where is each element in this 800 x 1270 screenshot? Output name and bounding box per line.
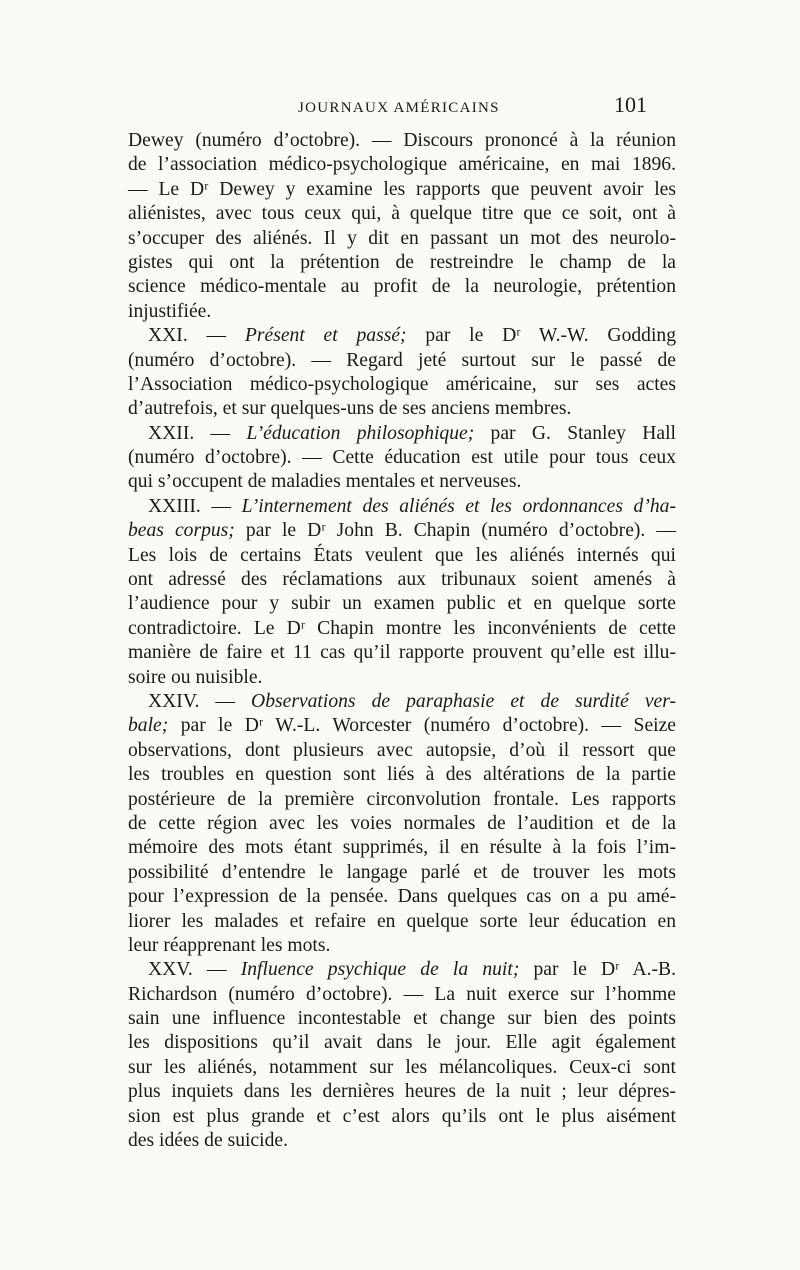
line-text: ont adressé des réclamations aux tribunaux soient amenés à: [128, 569, 676, 591]
line-text: soire ou nuisible.: [128, 666, 263, 688]
line-text: — Le Dʳ Dewey y examine les rapports que peuvent avoir les: [128, 178, 676, 200]
line-title-italic: L’internement des aliénés et les ordonnances d’ha-: [241, 495, 676, 517]
text-line: [128, 251, 676, 275]
line-text: Richardson (numéro d’octobre). — La nuit exerce sur l’homme: [128, 983, 676, 1005]
running-title: JOURNAUX AMÉRICAINS: [298, 100, 500, 116]
line-text-after: par le Dʳ W.-W. Godding: [406, 325, 676, 347]
page-number: 101: [614, 92, 647, 117]
text-line: [128, 666, 676, 690]
line-text: sion est plus grande et c’est alors qu’ils ont le plus aisément: [128, 1105, 676, 1127]
page-header: [0, 92, 800, 122]
line-text: pour l’expression de la pensée. Dans quelques cas on a pu amé-: [128, 886, 676, 908]
text-line: [128, 812, 676, 836]
line-text: observations, dont plusieurs avec autopsie, d’où il ressort que: [128, 739, 676, 761]
line-text-after: par le Dʳ A.-B.: [519, 959, 676, 981]
line-text: gistes qui ont la prétention de restreindre le champ de la: [128, 251, 676, 273]
text-line: [128, 422, 676, 446]
text-line: [128, 470, 676, 494]
text-line: [128, 275, 676, 299]
line-text: de cette région avec les voies normales de l’audition et de la: [128, 812, 676, 834]
text-line: [128, 544, 676, 568]
text-line: [128, 300, 676, 324]
text-line: [128, 934, 676, 958]
text-line: [128, 349, 676, 373]
text-line: [128, 958, 676, 982]
text-line: [128, 568, 676, 592]
line-text: possibilité d’entendre le langage parlé et de trouver les mots: [128, 861, 676, 883]
line-text: XXIV. —: [148, 690, 252, 712]
line-text: les dispositions qu’il avait dans le jour. Elle agit également: [128, 1032, 676, 1054]
line-title-italic: Influence psychique de la nuit;: [240, 959, 520, 981]
line-text: science médico-mentale au profit de la neurologie, prétention: [128, 276, 676, 298]
line-text: Les lois de certains États veulent que les aliénés internés qui: [128, 544, 676, 566]
text-line: [128, 861, 676, 885]
line-text: s’occuper des aliénés. Il y dit en passant un mot des neurolo-: [128, 227, 676, 249]
text-line: [128, 1080, 676, 1104]
line-text-after: par le Dʳ John B. Chapin (numéro d’octobre). —: [234, 520, 676, 542]
text-line: [128, 519, 676, 543]
line-text: les troubles en question sont liés à des altérations de la partie: [128, 764, 676, 786]
line-text: plus inquiets dans les dernières heures de la nuit ; leur dépres-: [128, 1081, 676, 1103]
text-line: [128, 1007, 676, 1031]
line-text: (numéro d’octobre). — Regard jeté surtout sur le passé de: [128, 349, 676, 371]
body-text: [128, 129, 676, 1153]
line-text: leur réapprenant les mots.: [128, 934, 331, 956]
text-line: [128, 446, 676, 470]
text-line: [128, 885, 676, 909]
text-line: [128, 202, 676, 226]
line-text: l’Association médico-psychologique américaine, sur ses actes: [128, 373, 676, 395]
line-text: XXV. —: [148, 959, 241, 981]
text-line: [128, 324, 676, 348]
line-text: d’autrefois, et sur quelques-uns de ses anciens membres.: [128, 398, 572, 420]
text-line: [128, 788, 676, 812]
text-line: [128, 592, 676, 616]
text-line: [128, 690, 676, 714]
line-text: XXII. —: [148, 422, 247, 444]
line-text: postérieure de la première circonvolution frontale. Les rapports: [128, 788, 676, 810]
text-line: [128, 1105, 676, 1129]
text-line: [128, 983, 676, 1007]
text-line: [128, 1031, 676, 1055]
line-text: sur les aliénés, notamment sur les mélancoliques. Ceux-ci sont: [128, 1056, 676, 1078]
line-title-italic: L’éducation philosophique;: [246, 422, 475, 444]
line-text: XXI. —: [148, 325, 245, 347]
line-text: l’audience pour y subir un examen public et en quelque sorte: [128, 593, 676, 615]
text-line: [128, 910, 676, 934]
line-text: manière de faire et 11 cas qu’il rapporte prouvent qu’elle est illu-: [128, 642, 676, 664]
text-line: [128, 178, 676, 202]
line-text-after: par G. Stanley Hall: [474, 422, 676, 444]
line-text: des idées de suicide.: [128, 1130, 288, 1152]
line-title-italic: Observations de paraphasie et de surdité ver-: [251, 690, 676, 712]
line-text: contradictoire. Le Dʳ Chapin montre les inconvénients de cette: [128, 617, 676, 639]
text-line: [128, 129, 676, 153]
line-text: XXIII. —: [148, 495, 242, 517]
text-line: [128, 153, 676, 177]
text-line: [128, 397, 676, 421]
text-line: [128, 373, 676, 397]
line-text: (numéro d’octobre). — Cette éducation est utile pour tous ceux: [128, 447, 676, 469]
text-line: [128, 763, 676, 787]
line-text: injustifiée.: [128, 300, 212, 322]
line-text: aliénistes, avec tous ceux qui, à quelque titre que ce soit, ont à: [128, 203, 676, 225]
text-line: [128, 641, 676, 665]
line-title-italic: beas corpus;: [128, 520, 235, 542]
line-text: liorer les malades et refaire en quelque sorte leur éducation en: [128, 910, 676, 932]
line-text: Dewey (numéro d’octobre). — Discours prononcé à la réunion: [128, 130, 676, 151]
line-text: mémoire des mots étant supprimés, il en résulte à la fois l’im-: [128, 837, 676, 859]
line-title-italic: Présent et passé;: [244, 325, 407, 347]
text-line: [128, 617, 676, 641]
text-line: [128, 1129, 676, 1153]
text-line: [128, 714, 676, 738]
line-text-after: par le Dʳ W.-L. Worcester (numéro d’octobre). — Seize: [168, 715, 676, 737]
text-line: [128, 495, 676, 519]
line-title-italic: bale;: [128, 715, 169, 737]
text-line: [128, 739, 676, 763]
line-text: de l’association médico-psychologique américaine, en mai 1896.: [128, 154, 676, 176]
text-line: [128, 836, 676, 860]
text-line: [128, 227, 676, 251]
line-text: sain une influence incontestable et change sur bien des points: [128, 1008, 676, 1030]
line-text: qui s’occupent de maladies mentales et nerveuses.: [128, 471, 522, 493]
text-line: [128, 1056, 676, 1080]
